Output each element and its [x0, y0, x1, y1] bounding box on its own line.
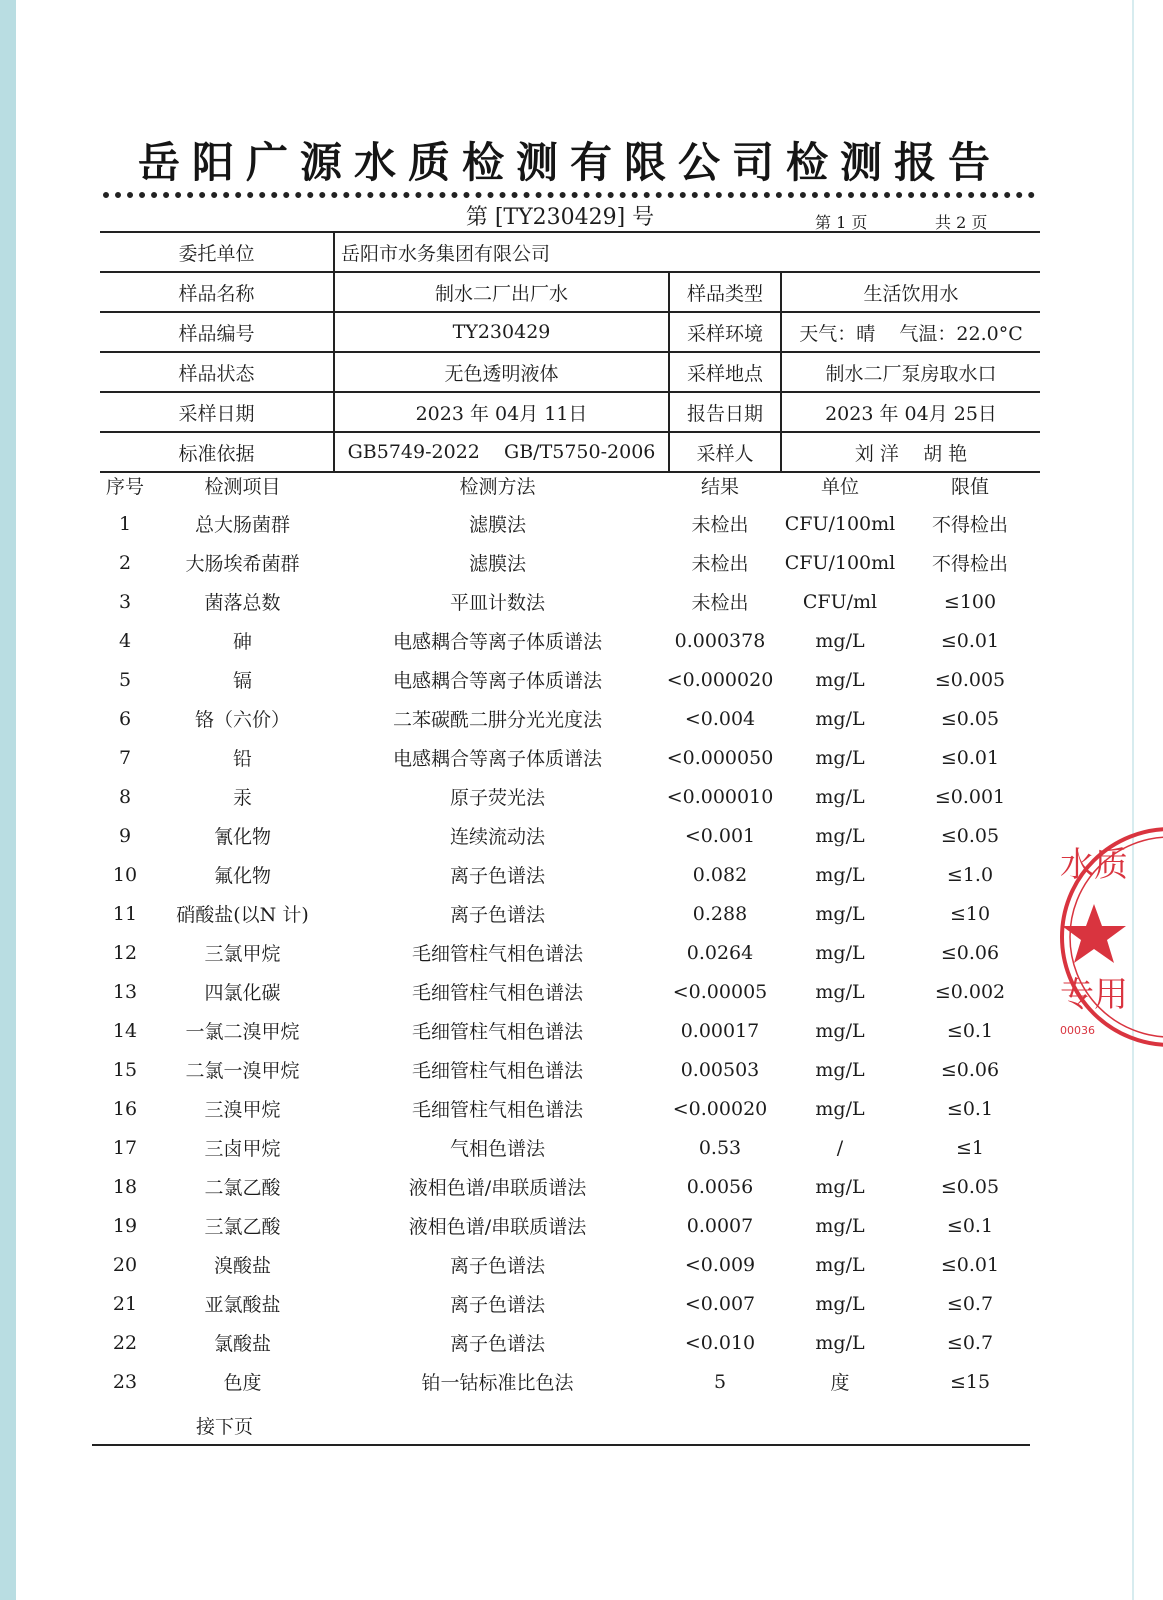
info-row [100, 392, 1040, 432]
row-item: 溴酸盐 [213, 1255, 271, 1277]
header-item: 检测项目 [204, 475, 281, 498]
row-result: <0.009 [684, 1253, 756, 1276]
table-row [100, 1128, 1040, 1167]
row-no: 9 [118, 824, 132, 847]
table-row [100, 972, 1040, 1011]
row-no: 16 [112, 1097, 138, 1120]
scan-edge-left [0, 0, 16, 1600]
results-body [100, 504, 1040, 1401]
table-row [100, 855, 1040, 894]
row-item: 硝酸盐(以N 计) [176, 904, 309, 926]
row-item: 色度 [223, 1372, 262, 1394]
row-method: 液相色谱/串联质谱法 [408, 1216, 587, 1238]
row-no: 10 [112, 863, 138, 886]
row-no: 6 [118, 707, 132, 730]
table-row [100, 699, 1040, 738]
row-method: 离子色谱法 [449, 1294, 545, 1316]
row-item: 四氯化碳 [204, 982, 281, 1004]
row-item: 一氯二溴甲烷 [185, 1021, 300, 1043]
row-unit: CFU/ml [802, 590, 878, 613]
seal-text-top: 水质 [1060, 845, 1128, 885]
title-divider [103, 192, 1035, 198]
row-method: 离子色谱法 [449, 1255, 545, 1277]
row-unit: mg/L [815, 1019, 865, 1042]
row-unit: mg/L [815, 1214, 865, 1237]
table-row [100, 1089, 1040, 1128]
row-unit: mg/L [815, 629, 865, 652]
results-table [100, 466, 1040, 1401]
row-method: 连续流动法 [449, 826, 545, 848]
row-limit: ≤1 [955, 1136, 984, 1159]
info-value: GB5749-2022 GB/T5750-2006 [334, 432, 669, 472]
row-no: 7 [118, 746, 132, 769]
row-no: 22 [112, 1331, 138, 1354]
table-row [100, 1323, 1040, 1362]
row-limit: ≤0.002 [934, 980, 1006, 1003]
table-row [100, 777, 1040, 816]
table-row [100, 660, 1040, 699]
header-result: 结果 [700, 475, 739, 498]
row-unit: mg/L [815, 1253, 865, 1276]
row-item: 总大肠菌群 [194, 514, 290, 536]
row-item: 铅 [232, 748, 252, 770]
row-limit: ≤0.06 [940, 941, 1000, 964]
sample-info-table [100, 231, 1040, 473]
header-limit: 限值 [950, 475, 989, 498]
row-limit: ≤0.1 [946, 1214, 994, 1237]
row-result: 未检出 [691, 553, 749, 575]
row-item: 三氯乙酸 [204, 1216, 281, 1238]
info-label: 采样日期 [100, 392, 334, 432]
row-method: 毛细管柱气相色谱法 [411, 1060, 583, 1082]
info-label: 样品状态 [100, 352, 334, 392]
row-result: <0.000010 [666, 785, 774, 808]
row-unit: mg/L [815, 1292, 865, 1315]
row-limit: ≤0.1 [946, 1019, 994, 1042]
row-no: 3 [118, 590, 132, 613]
row-item: 亚氯酸盐 [204, 1294, 281, 1316]
row-method: 毛细管柱气相色谱法 [411, 943, 583, 965]
row-item: 大肠埃希菌群 [185, 553, 300, 575]
row-item: 菌落总数 [204, 592, 281, 614]
row-item: 镉 [232, 670, 252, 692]
row-result: 0.288 [692, 902, 748, 925]
table-row [100, 933, 1040, 972]
info-label: 样品类型 [669, 272, 781, 312]
row-unit: 度 [830, 1372, 850, 1394]
row-result: 5 [713, 1370, 727, 1393]
info-row [100, 352, 1040, 392]
row-no: 21 [112, 1292, 138, 1315]
table-row [100, 1050, 1040, 1089]
table-row [100, 1245, 1040, 1284]
row-limit: ≤0.05 [940, 707, 1000, 730]
info-row [100, 312, 1040, 352]
row-item: 氟化物 [213, 865, 271, 887]
row-unit: mg/L [815, 1097, 865, 1120]
scan-edge-right [1132, 0, 1134, 1600]
row-unit: mg/L [815, 863, 865, 886]
row-no: 8 [118, 785, 132, 808]
row-method: 气相色谱法 [449, 1138, 545, 1160]
row-method: 毛细管柱气相色谱法 [411, 982, 583, 1004]
row-limit: ≤0.7 [946, 1331, 994, 1354]
info-value: 制水二厂泵房取水口 [781, 352, 1040, 392]
row-result: <0.004 [684, 707, 756, 730]
row-result: 0.0056 [686, 1175, 754, 1198]
table-row [100, 1362, 1040, 1401]
row-item: 二氯乙酸 [204, 1177, 281, 1199]
row-method: 电感耦合等离子体质谱法 [392, 631, 602, 653]
row-result: <0.010 [684, 1331, 756, 1354]
row-no: 15 [112, 1058, 138, 1081]
table-row [100, 1167, 1040, 1206]
header-no: 序号 [105, 475, 144, 498]
row-unit: mg/L [815, 824, 865, 847]
row-result: 未检出 [691, 514, 749, 536]
row-result: 0.00503 [680, 1058, 760, 1081]
row-item: 铬（六价） [194, 709, 290, 731]
row-no: 20 [112, 1253, 138, 1276]
row-item: 砷 [232, 631, 252, 653]
row-unit: CFU/100ml [784, 512, 896, 535]
row-method: 离子色谱法 [449, 865, 545, 887]
row-item: 三卤甲烷 [204, 1138, 281, 1160]
table-row [100, 1284, 1040, 1323]
header-method: 检测方法 [459, 475, 536, 498]
row-unit: mg/L [815, 746, 865, 769]
row-item: 汞 [232, 787, 252, 809]
info-value: 无色透明液体 [334, 352, 669, 392]
row-method: 二苯碳酰二肼分光光度法 [392, 709, 602, 731]
row-method: 毛细管柱气相色谱法 [411, 1099, 583, 1121]
row-method: 液相色谱/串联质谱法 [408, 1177, 587, 1199]
row-unit: / [836, 1136, 844, 1159]
info-row-client [100, 232, 1040, 272]
row-limit: ≤10 [949, 902, 991, 925]
row-method: 平皿计数法 [449, 592, 545, 614]
table-row [100, 621, 1040, 660]
row-result: 0.0007 [686, 1214, 754, 1237]
row-method: 原子荧光法 [449, 787, 545, 809]
row-limit: ≤0.7 [946, 1292, 994, 1315]
row-unit: CFU/100ml [784, 551, 896, 574]
row-item: 三溴甲烷 [204, 1099, 281, 1121]
client-label: 委托单位 [100, 232, 334, 272]
row-result: 0.000378 [674, 629, 766, 652]
row-unit: mg/L [815, 668, 865, 691]
row-result: 0.0264 [686, 941, 754, 964]
row-item: 氰化物 [213, 826, 271, 848]
row-result: 0.00017 [680, 1019, 760, 1042]
row-method: 电感耦合等离子体质谱法 [392, 670, 602, 692]
row-limit: ≤0.01 [940, 1253, 1000, 1276]
table-row [100, 894, 1040, 933]
info-label: 采样地点 [669, 352, 781, 392]
info-label: 样品名称 [100, 272, 334, 312]
info-value: 制水二厂出厂水 [334, 272, 669, 312]
info-row [100, 272, 1040, 312]
row-item: 氯酸盐 [213, 1333, 271, 1355]
seal-number: 00036 [1060, 1024, 1095, 1037]
header-unit: 单位 [820, 475, 859, 498]
row-unit: mg/L [815, 902, 865, 925]
row-no: 12 [112, 941, 138, 964]
row-unit: mg/L [815, 785, 865, 808]
row-limit: ≤0.01 [940, 629, 1000, 652]
info-value: 天气：晴 气温：22.0°C [781, 312, 1040, 352]
info-value: TY230429 [334, 312, 669, 352]
row-limit: ≤0.05 [940, 1175, 1000, 1198]
row-no: 18 [112, 1175, 138, 1198]
row-limit: ≤100 [943, 590, 997, 613]
table-row [100, 738, 1040, 777]
info-label: 报告日期 [669, 392, 781, 432]
row-limit: 不得检出 [931, 553, 1008, 575]
row-result: <0.00020 [672, 1097, 768, 1120]
table-row [100, 1206, 1040, 1245]
row-unit: mg/L [815, 1331, 865, 1354]
client-value: 岳阳市水务集团有限公司 [334, 232, 1040, 272]
continued-note: 接下页 [196, 1416, 254, 1438]
info-label: 样品编号 [100, 312, 334, 352]
row-limit: ≤0.005 [934, 668, 1006, 691]
info-value: 生活饮用水 [781, 272, 1040, 312]
row-no: 11 [112, 902, 138, 925]
row-limit: ≤0.05 [940, 824, 1000, 847]
row-result: 0.082 [692, 863, 748, 886]
row-result: <0.001 [684, 824, 756, 847]
row-method: 铂一钴标准比色法 [421, 1372, 574, 1394]
row-limit: ≤0.01 [940, 746, 1000, 769]
results-header-row [100, 466, 1040, 504]
row-result: <0.007 [684, 1292, 756, 1315]
report-number: 第 [TY230429] 号 [465, 205, 655, 230]
bottom-rule [92, 1444, 1030, 1446]
row-limit: ≤0.1 [946, 1097, 994, 1120]
seal-text-bottom: 专用 [1060, 975, 1128, 1015]
info-value: 刘 洋 胡 艳 [781, 432, 1040, 472]
row-no: 19 [112, 1214, 138, 1237]
report-title: 岳阳广源水质检测有限公司检测报告 [137, 138, 1002, 187]
row-item: 二氯一溴甲烷 [185, 1060, 300, 1082]
row-unit: mg/L [815, 941, 865, 964]
row-limit: ≤0.06 [940, 1058, 1000, 1081]
row-method: 滤膜法 [468, 514, 526, 536]
row-result: <0.000050 [666, 746, 774, 769]
row-no: 17 [112, 1136, 138, 1159]
info-value: 2023 年 04月 25日 [781, 392, 1040, 432]
row-result: <0.000020 [666, 668, 774, 691]
row-unit: mg/L [815, 1175, 865, 1198]
table-row [100, 543, 1040, 582]
row-unit: mg/L [815, 707, 865, 730]
row-item: 三氯甲烷 [204, 943, 281, 965]
seal-stamp [1058, 826, 1128, 1048]
page-total: 共 2 页 [935, 213, 988, 232]
row-unit: mg/L [815, 1058, 865, 1081]
row-no: 1 [118, 512, 132, 535]
row-method: 电感耦合等离子体质谱法 [392, 748, 602, 770]
row-result: 未检出 [691, 592, 749, 614]
row-unit: mg/L [815, 980, 865, 1003]
row-limit: ≤1.0 [946, 863, 994, 886]
info-label: 标准依据 [100, 432, 334, 472]
row-no: 23 [112, 1370, 138, 1393]
row-limit: ≤0.001 [934, 785, 1006, 808]
row-method: 离子色谱法 [449, 904, 545, 926]
info-label: 采样人 [669, 432, 781, 472]
table-row [100, 504, 1040, 543]
row-method: 离子色谱法 [449, 1333, 545, 1355]
row-no: 4 [118, 629, 132, 652]
row-result: <0.00005 [672, 980, 768, 1003]
row-no: 5 [118, 668, 132, 691]
row-no: 13 [112, 980, 138, 1003]
row-limit: 不得检出 [931, 514, 1008, 536]
table-row [100, 1011, 1040, 1050]
row-no: 2 [118, 551, 132, 574]
info-value: 2023 年 04月 11日 [334, 392, 669, 432]
row-no: 14 [112, 1019, 138, 1042]
page-current: 第 1 页 [815, 213, 868, 232]
row-limit: ≤15 [949, 1370, 991, 1393]
row-result: 0.53 [698, 1136, 742, 1159]
table-row [100, 582, 1040, 621]
row-method: 滤膜法 [468, 553, 526, 575]
row-method: 毛细管柱气相色谱法 [411, 1021, 583, 1043]
info-label: 采样环境 [669, 312, 781, 352]
table-row [100, 816, 1040, 855]
